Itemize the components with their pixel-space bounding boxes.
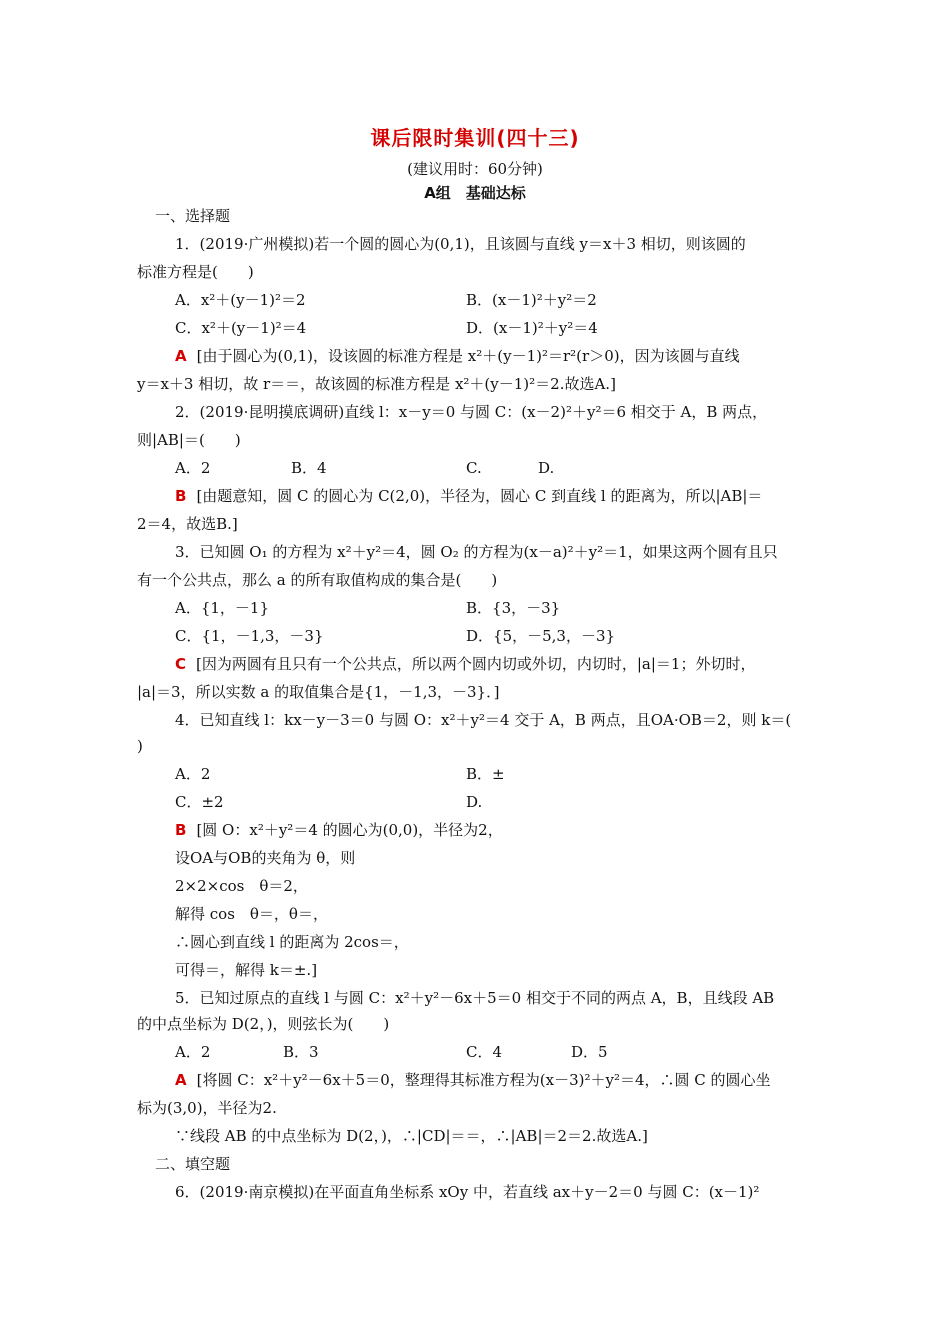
question-2-explanation-cont: 2＝4，故选B.] [137,515,238,533]
question-5-explanation-text: [将圆 C：x²＋y²－6x＋5＝0，整理得其标准方程为(x－3)²＋y²＝4，∴圆 C 的圆心坐 [196,1071,771,1089]
question-2-answer: B [175,487,187,505]
question-5-explanation-line-3: ∵线段 AB 的中点坐标为 D(2，)，∴|CD|＝＝，∴|AB|＝2＝2.故选A.] [175,1127,648,1145]
question-4-explanation-line-3: 2×2×cos θ＝2， [175,877,308,895]
section-heading-choice: 一、选择题 [155,207,231,225]
question-5-stem-cont: 的中点坐标为 D(2，)，则弦长为( ) [137,1015,390,1033]
question-1-stem-cont: 标准方程是( ) [137,263,254,281]
question-4-option-c: C．±2 [175,793,224,811]
question-3-stem: 3．已知圆 O₁ 的方程为 x²＋y²＝4，圆 O₂ 的方程为(x－a)²＋y²＝1，如果这两个圆有且只 [175,543,778,561]
section-heading-fill-in: 二、填空题 [155,1155,231,1173]
suggested-time: (建议用时：60分钟) [407,160,543,178]
question-5-option-a: A．2 [175,1043,211,1061]
question-4-stem: 4．已知直线 l：kx－y－3＝0 与圆 O：x²＋y²＝4 交于 A，B 两点，且OA·OB＝2，则 k＝( [175,711,792,729]
question-6-stem: 6．(2019·南京模拟)在平面直角坐标系 xOy 中，若直线 ax＋y－2＝0 与圆 C：(x－1)² [175,1183,760,1201]
group-heading: A组 基础达标 [424,184,526,202]
question-4-explanation-line-2: 设OA与OB的夹角为 θ，则 [175,849,356,867]
question-3-option-b: B．{3，－3} [466,599,561,617]
question-3-option-c: C．{1，－1,3，－3} [175,627,324,645]
question-5-stem: 5．已知过原点的直线 l 与圆 C：x²＋y²－6x＋5＝0 相交于不同的两点 A，B，且线段 AB [175,989,775,1007]
question-2-stem: 2．(2019·昆明摸底调研)直线 l：x－y＝0 与圆 C：(x－2)²＋y²＝6 相交于 A，B 两点， [175,403,768,421]
question-4-option-a: A．2 [175,765,211,783]
question-1-option-c: C．x²＋(y－1)²＝4 [175,319,307,337]
question-1-option-d: D．(x－1)²＋y²＝4 [466,319,598,337]
question-4-explanation-line-4: 解得 cos θ＝，θ＝， [175,905,328,923]
question-4-explanation-text: [圆 O：x²＋y²＝4 的圆心为(0,0)，半径为2， [196,821,503,839]
question-1-answer: A [175,347,187,365]
question-2-option-d: D. [538,459,555,477]
question-3-explanation-text: [因为两圆有且只有一个公共点，所以两个圆内切或外切，内切时，|a|＝1；外切时， [196,655,756,673]
question-2-option-c: C. [466,459,482,477]
question-4-option-b: B．± [466,765,505,783]
question-2-option-b: B．4 [291,459,327,477]
question-2-option-a: A．2 [175,459,211,477]
question-1-explanation-text: [由于圆心为(0,1)，设该圆的标准方程是 x²＋(y－1)²＝r²(r＞0)，因为该圆与直线 [196,347,740,365]
question-3-stem-cont: 有一个公共点，那么 a 的所有取值构成的集合是( ) [137,571,498,589]
question-4-explanation-line-6: 可得＝，解得 k＝±.] [175,961,318,979]
question-5-option-c: C．4 [466,1043,503,1061]
question-5-explanation-cont: 标为(3,0)，半径为2. [137,1099,277,1117]
question-5-answer: A [175,1071,187,1089]
question-4-option-d: D. [466,793,483,811]
question-4-explanation-line-5: ∴圆心到直线 l 的距离为 2cos＝， [175,933,409,951]
question-3-explanation [175,654,755,674]
question-3-explanation-cont: |a|＝3，所以实数 a 的取值集合是{1，－1,3，－3}．] [137,683,500,701]
question-2-explanation [175,486,762,506]
page-title: 课后限时集训(四十三) [370,126,580,150]
question-1-explanation [175,346,740,366]
question-4-answer: B [175,821,187,839]
question-2-explanation-text: [由题意知，圆 C 的圆心为 C(2,0)，半径为，圆心 C 到直线 l 的距离为，所以|AB|＝ [196,487,763,505]
question-1-option-b: B．(x－1)²＋y²＝2 [466,291,597,309]
question-3-option-d: D．{5，－5,3，－3} [466,627,616,645]
question-5-option-b: B．3 [283,1043,319,1061]
question-2-stem-cont: 则|AB|＝( ) [137,431,241,449]
question-3-answer: C [175,655,187,673]
question-3-option-a: A．{1，－1} [175,599,270,617]
question-1-explanation-cont: y＝x＋3 相切，故 r＝＝，故该圆的标准方程是 x²＋(y－1)²＝2.故选A.] [137,375,616,393]
question-4-stem-cont: ) [137,737,143,755]
question-1-stem: 1．(2019·广州模拟)若一个圆的圆心为(0,1)，且该圆与直线 y＝x＋3 相切，则该圆的 [175,235,746,253]
question-1-option-a: A．x²＋(y－1)²＝2 [175,291,306,309]
question-5-explanation [175,1070,771,1090]
question-5-option-d: D．5 [571,1043,608,1061]
question-4-explanation [175,820,503,840]
